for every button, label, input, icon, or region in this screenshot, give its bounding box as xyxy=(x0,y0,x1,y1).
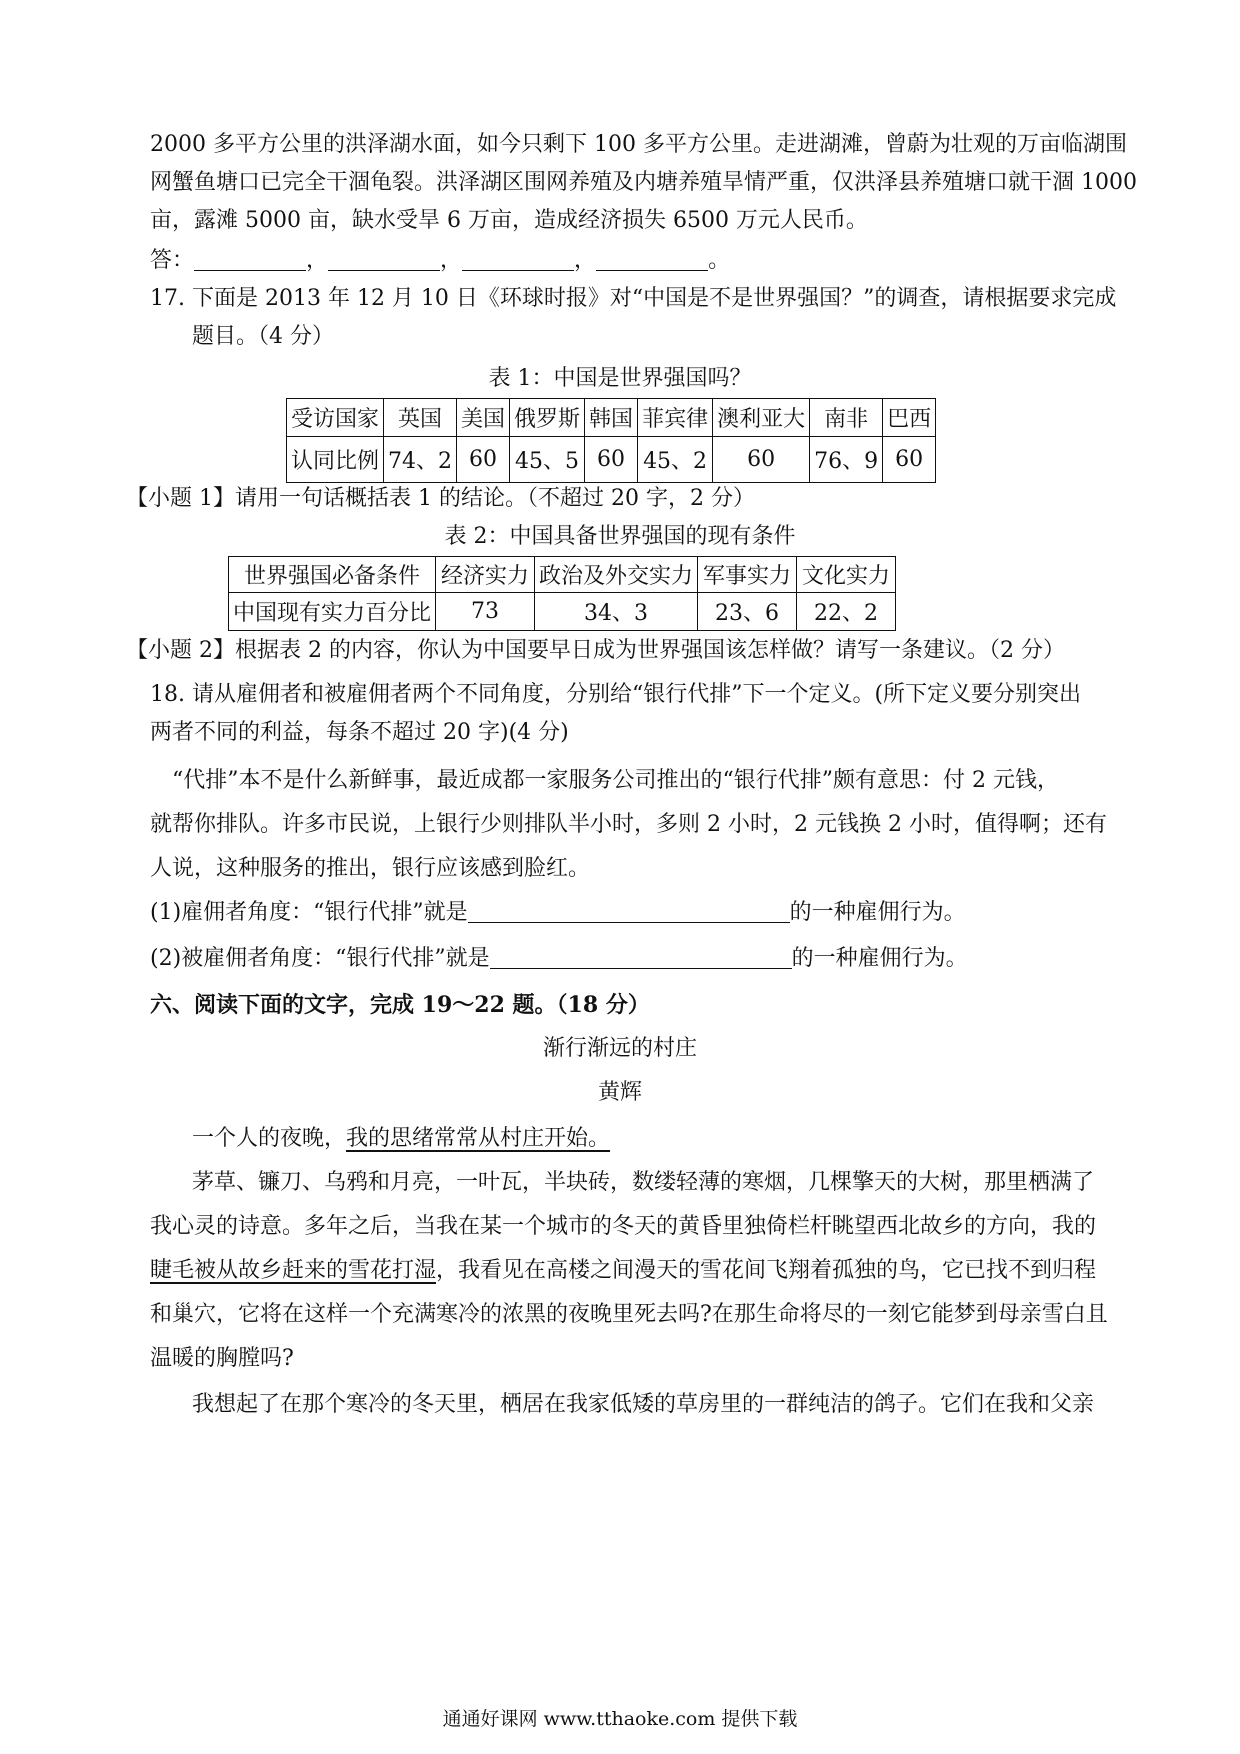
answer-blank-1[interactable] xyxy=(194,248,306,271)
article-para-2-line-4: 和巢穴，它将在这样一个充满寒冷的浓黑的夜晚里死去吗?在那生命将尽的一刻它能梦到母亲雪白且 xyxy=(150,1302,1108,1327)
table2-header-row xyxy=(229,557,896,593)
table2-data-row xyxy=(229,593,896,631)
table1-header-row xyxy=(287,399,936,437)
answer-sep: ， xyxy=(440,248,463,273)
table-cell: 73 xyxy=(436,593,535,631)
article-para-2-line-3-rest: ，我看见在高楼之间漫天的雪花间飞翔着孤独的鸟，它已找不到归程 xyxy=(436,1258,1097,1283)
article-para-2-line-3 xyxy=(150,1256,1096,1286)
answer-line xyxy=(150,246,730,276)
q18-para-line-1: “代排”本不是什么新鲜事，最近成都一家服务公司推出的“银行代排”颇有意思：付 2 元钱， xyxy=(172,768,1059,793)
table2 xyxy=(228,556,896,631)
q18-item-2 xyxy=(150,944,968,974)
table-cell: 文化实力 xyxy=(797,557,896,593)
table1 xyxy=(286,398,936,483)
article-author: 黄辉 xyxy=(597,1080,642,1105)
table-cell: 76、9 xyxy=(810,437,883,483)
section6-heading: 六、阅读下面的文字，完成 19～22 题。（18 分） xyxy=(150,992,650,1018)
answer-blank-2[interactable] xyxy=(328,248,440,271)
q17-sub-question-2: 【小题 2】根据表 2 的内容，你认为中国要早日成为世界强国该怎样做？请写一条建议。（2 分） xyxy=(126,638,1065,663)
table-cell: 认同比例 xyxy=(287,437,384,483)
table-cell: 45、2 xyxy=(638,437,713,483)
table-cell: 60 xyxy=(585,437,638,483)
table-cell: 世界强国必备条件 xyxy=(229,557,436,593)
underlined-sentence-1: 我的思绪常常从村庄开始。 xyxy=(346,1126,611,1151)
table-cell: 经济实力 xyxy=(436,557,535,593)
table-cell: 60 xyxy=(883,437,936,483)
q18-item-1-suffix: 的一种雇佣行为。 xyxy=(789,900,966,925)
table-cell: 澳利亚大 xyxy=(713,399,810,437)
q18-para-line-2: 就帮你排队。许多市民说，上银行少则排队半小时，多则 2 小时，2 元钱换 2 小时，值得啊；还有 xyxy=(150,812,1107,837)
answer-blank-3[interactable] xyxy=(462,248,574,271)
table-cell: 45、5 xyxy=(510,437,585,483)
table-cell: 军事实力 xyxy=(698,557,797,593)
q18-line-1: 18. 请从雇佣者和被雇佣者两个不同角度，分别给“银行代排”下一个定义。(所下定义要分别突出 xyxy=(150,682,1082,707)
table-cell: 中国现有实力百分比 xyxy=(229,593,436,631)
article-para-2-line-1: 茅草、镰刀、乌鸦和月亮，一叶瓦，半块砖，数缕轻薄的寒烟，几棵擎天的大树，那里栖满了 xyxy=(192,1170,1095,1195)
table-cell: 受访国家 xyxy=(287,399,384,437)
table-cell: 74、2 xyxy=(384,437,457,483)
table2-title: 表 2：中国具备世界强国的现有条件 xyxy=(444,524,796,549)
article-para-1-text: 一个人的夜晚， xyxy=(192,1126,347,1151)
q17-line-2: 题目。（4 分） xyxy=(192,324,334,349)
article-para-3-line-1: 我想起了在那个寒冷的冬天里，栖居在我家低矮的草房里的一群纯洁的鸽子。它们在我和父亲 xyxy=(192,1392,1095,1417)
table1-data-row xyxy=(287,437,936,483)
q18-item-2-prefix: (2)被雇佣者角度：“银行代排”就是 xyxy=(150,946,490,971)
q17-sub-question-1: 【小题 1】请用一句话概括表 1 的结论。（不超过 20 字，2 分） xyxy=(126,486,755,511)
article-title: 渐行渐远的村庄 xyxy=(542,1036,697,1061)
table-cell: 22、2 xyxy=(797,593,896,631)
q18-item-1 xyxy=(150,898,966,928)
table1-title: 表 1：中国是世界强国吗？ xyxy=(488,366,752,391)
intro-line-2: 网蟹鱼塘口已完全干涸龟裂。洪泽湖区围网养殖及内塘养殖旱情严重，仅洪泽县养殖塘口就干涸 1000 xyxy=(150,170,1137,195)
q18-item-1-prefix: (1)雇佣者角度：“银行代排”就是 xyxy=(150,900,468,925)
answer-blank-4[interactable] xyxy=(596,248,708,271)
table-cell: 34、3 xyxy=(535,593,698,631)
intro-line-3: 亩，露滩 5000 亩，缺水受旱 6 万亩，造成经济损失 6500 万元人民币。 xyxy=(150,208,868,233)
intro-line-1: 2000 多平方公里的洪泽湖水面，如今只剩下 100 多平方公里。走进湖滩，曾蔚为壮观的万亩临湖围 xyxy=(150,132,1127,157)
q18-answer-blank-2[interactable] xyxy=(490,946,792,969)
table-cell: 60 xyxy=(457,437,510,483)
table-cell: 美国 xyxy=(457,399,510,437)
table-cell: 巴西 xyxy=(883,399,936,437)
underlined-sentence-2: 睫毛被从故乡赶来的雪花打湿 xyxy=(150,1258,437,1283)
answer-sep: ， xyxy=(574,248,597,273)
table-cell: 俄罗斯 xyxy=(510,399,585,437)
table-cell: 菲宾律 xyxy=(638,399,713,437)
article-para-2-line-2: 我心灵的诗意。多年之后，当我在某一个城市的冬天的黄昏里独倚栏杆眺望西北故乡的方向，我的 xyxy=(150,1214,1097,1239)
answer-end: 。 xyxy=(708,248,731,273)
q18-item-2-suffix: 的一种雇佣行为。 xyxy=(791,946,968,971)
table-cell: 60 xyxy=(713,437,810,483)
answer-sep: ， xyxy=(306,248,329,273)
table-cell: 23、6 xyxy=(698,593,797,631)
page-footer: 通通好课网 www.tthaoke.com 提供下载 xyxy=(442,1708,798,1730)
article-para-2-line-5: 温暖的胸膛吗? xyxy=(150,1346,294,1371)
answer-label: 答： xyxy=(150,248,195,273)
q18-answer-blank-1[interactable] xyxy=(468,900,790,923)
q18-line-2: 两者不同的利益，每条不超过 20 字)(4 分) xyxy=(150,720,569,745)
table-cell: 韩国 xyxy=(585,399,638,437)
q18-para-line-3: 人说，这种服务的推出，银行应该感到脸红。 xyxy=(150,856,591,881)
table-cell: 南非 xyxy=(810,399,883,437)
article-para-1 xyxy=(192,1124,610,1154)
q17-line-1: 17. 下面是 2013 年 12 月 10 日《环球时报》对“中国是不是世界强国？”的调查，请根据要求完成 xyxy=(150,286,1117,311)
table-cell: 政治及外交实力 xyxy=(535,557,698,593)
table-cell: 英国 xyxy=(384,399,457,437)
